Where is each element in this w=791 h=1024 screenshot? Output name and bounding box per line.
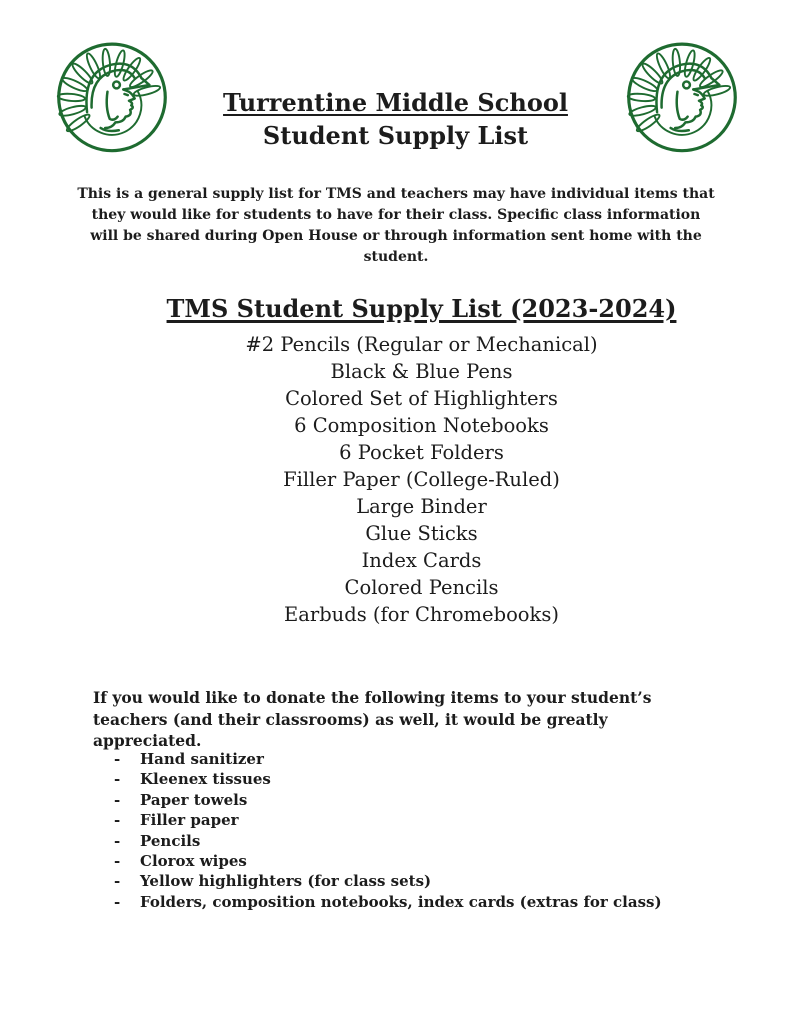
- list-dash-marker: -: [114, 811, 121, 830]
- donation-item-label: Clorox wipes: [140, 852, 247, 871]
- supply-item: Glue Sticks: [365, 522, 478, 545]
- title-block: [0, 86, 791, 152]
- donation-item-label: Folders, composition notebooks, index cards (extras for class): [140, 892, 662, 911]
- supply-item: 6 Composition Notebooks: [294, 414, 549, 437]
- list-dash-marker: -: [114, 831, 121, 850]
- supply-item: Index Cards: [361, 549, 482, 572]
- donation-item: [114, 810, 714, 830]
- supply-item: 6 Pocket Folders: [339, 441, 504, 464]
- list-dash-marker: -: [114, 750, 121, 768]
- supply-item: Earbuds (for Chromebooks): [284, 603, 559, 626]
- donation-item-label: Hand sanitizer: [140, 750, 264, 768]
- supply-item: Black & Blue Pens: [330, 360, 513, 383]
- donation-item: [114, 831, 714, 851]
- list-dash-marker: -: [114, 892, 121, 911]
- donation-item: [114, 769, 714, 789]
- donation-item: [114, 749, 714, 769]
- donation-item-label: Paper towels: [140, 790, 248, 809]
- donation-item-label: Kleenex tissues: [140, 770, 271, 789]
- list-dash-marker: -: [114, 770, 121, 789]
- donation-item: [114, 871, 714, 891]
- list-dash-marker: -: [114, 790, 121, 809]
- donation-item: [114, 851, 714, 871]
- donation-item: [114, 892, 714, 912]
- document-subtitle: Student Supply List: [262, 121, 529, 150]
- supply-item: Filler Paper (College-Ruled): [283, 468, 560, 491]
- supply-list-heading: TMS Student Supply List (2023-2024): [166, 294, 677, 323]
- supply-item: Large Binder: [356, 495, 487, 518]
- donation-item-label: Pencils: [140, 831, 201, 850]
- supply-item: #2 Pencils (Regular or Mechanical): [245, 333, 598, 356]
- supply-item: Colored Set of Highlighters: [285, 387, 558, 410]
- school-name-title: Turrentine Middle School: [223, 88, 568, 117]
- donation-list: [114, 749, 714, 912]
- list-dash-marker: -: [114, 852, 121, 871]
- supply-list-section: [52, 294, 791, 628]
- supply-item: Colored Pencils: [344, 576, 499, 599]
- donation-item: [114, 790, 714, 810]
- donation-intro-paragraph: If you would like to donate the following items to your student’s teachers (and their classrooms) as well, it would be greatly appreciated.: [93, 688, 652, 750]
- intro-paragraph: This is a general supply list for TMS and teachers may have individual items that they would like for students to have for their class. Specific class information will be shared during Open House or through information sent home with the student.: [77, 186, 715, 265]
- donation-item-label: Filler paper: [140, 811, 239, 830]
- list-dash-marker: -: [114, 872, 121, 891]
- donation-item-label: Yellow highlighters (for class sets): [140, 872, 432, 891]
